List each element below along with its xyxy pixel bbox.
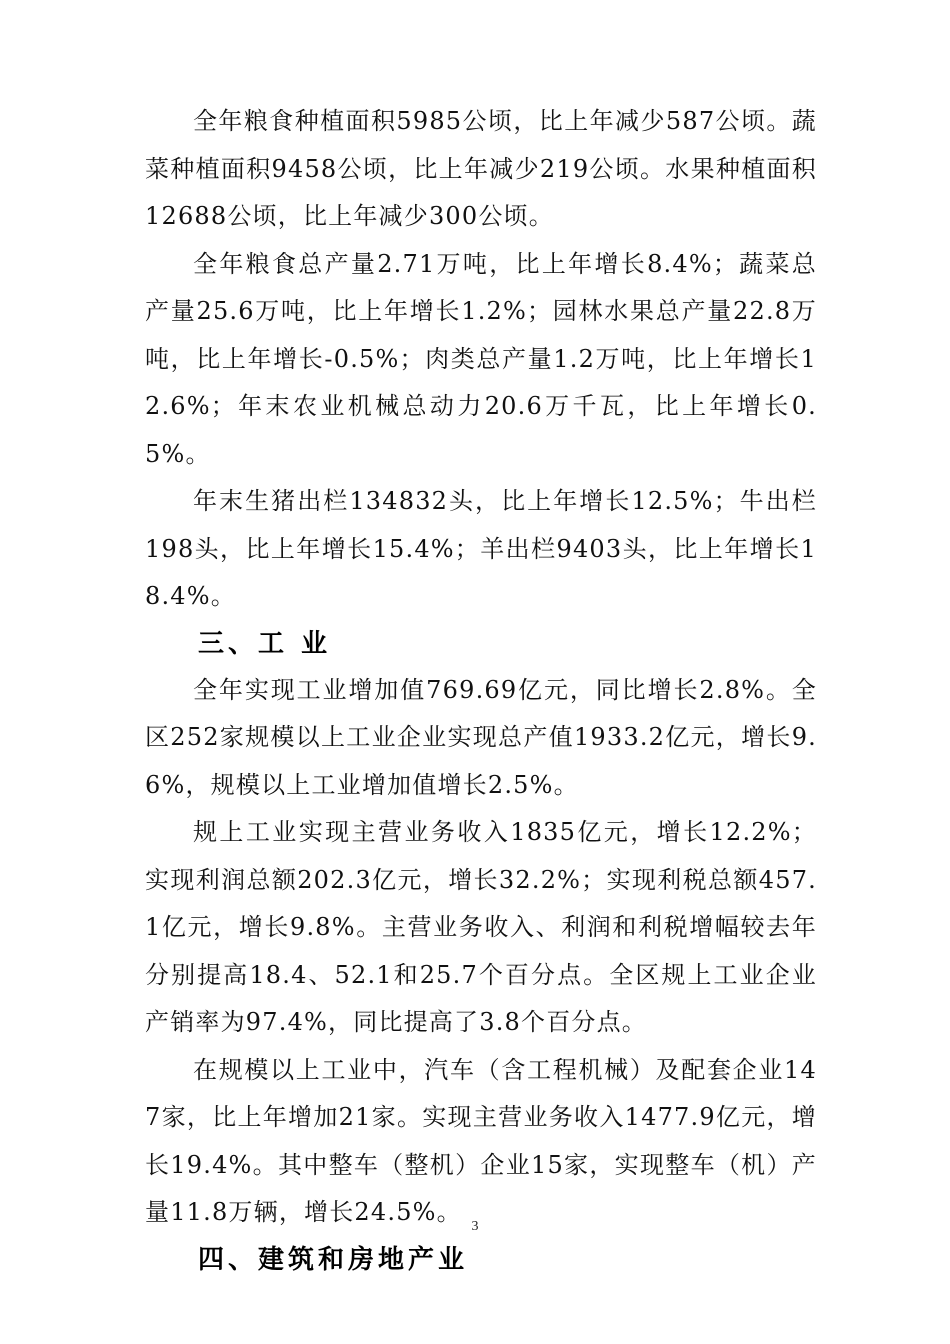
paragraph-livestock: 年末生猪出栏134832头，比上年增长12.5%；牛出栏198头，比上年增长15.4%；羊出栏9403头，比上年增长18.4%。 xyxy=(145,487,817,610)
paragraph-industry-value-added: 全年实现工业增加值769.69亿元，同比增长2.8%。全区252家规模以上工业企业实现总产值1933.2亿元，增长9.6%，规模以上工业增加值增长2.5%。 xyxy=(145,675,817,799)
paragraph-automotive: 在规模以上工业中，汽车（含工程机械）及配套企业147家，比上年增加21家。实现主营业务收入1477.9亿元，增长19.4%。其中整车（整机）企业15家，实现整车（机）产量11.8万辆，增长24.5%。 xyxy=(145,1055,817,1226)
paragraph-industry-revenue: 规上工业实现主营业务收入1835亿元，增长12.2%；实现利润总额202.3亿元，增长32.2%；实现利税总额457.1亿元，增长9.8%。主营业务收入、利润和利税增幅较去年分别提高18.4、52.1和25.7个百分点。全区规上工业企业产销率为97.4%，同比提高了3.8个百分点。 xyxy=(145,818,817,1036)
paragraph-grain-area: 全年粮食种植面积5985公顷，比上年减少587公顷。蔬菜种植面积9458公顷，比上年减少219公顷。水果种植面积12688公顷，比上年减少300公顷。 xyxy=(145,107,817,230)
section-heading-construction: 四、建筑和房地产业 xyxy=(198,1244,469,1275)
section-heading-industry: 三、工 业 xyxy=(198,628,332,659)
page-number: 3 xyxy=(471,1219,479,1234)
page-content xyxy=(145,98,817,1283)
paragraph-total-output: 全年粮食总产量2.71万吨，比上年增长8.4%；蔬菜总产量25.6万吨，比上年增长1.2%；园林水果总产量22.8万吨，比上年增长-0.5%；肉类总产量1.2万吨，比上年增长12.6%；年末农业机械总动力20.6万千瓦，比上年增长0.5%。 xyxy=(145,249,817,468)
